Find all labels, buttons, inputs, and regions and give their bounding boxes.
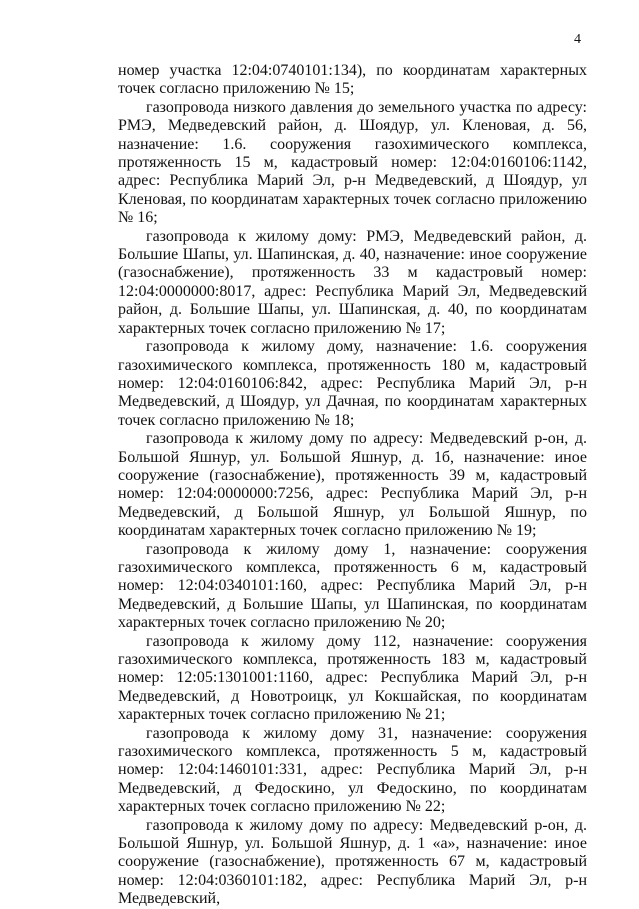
paragraph: газопровода к жилому дому: РМЭ, Медведевский район, д. Большие Шапы, ул. Шапинская, д. 40, назначение: иное сооружение (газоснабжение), протяженность 33 м кадастровый номер: 12:04:0000000:8017, адрес: Республика Марий Эл, Медведевский район, д. Большие Шапы, ул. Шапинская, д. 40, по координатам характерных точек согласно приложению № 17; [118, 227, 587, 337]
paragraph: газопровода к жилому дому по адресу: Медведевский р-он, д. Большой Яшнур, ул. Большой Яшнур, д. 1 «а», назначение: иное сооружение (газоснабжение), протяженность 67 м, кадастровый номер: 12:04:0360101:182, адрес: Республика Марий Эл, р-н Медведевский, [118, 816, 587, 908]
paragraph: газопровода низкого давления до земельного участка по адресу: РМЭ, Медведевский район, д. Шоядур, ул. Кленовая, д. 56, назначение: 1.6. сооружения газохимического комплекса, протяженность 15 м, кадастровый номер: 12:04:0160106:1142, адрес: Республика Марий Эл, р-н Медведевский, д Шоядур, ул Кленовая, по координатам характерных точек согласно приложению № 16; [118, 98, 587, 227]
document-body [118, 62, 587, 909]
paragraph: номер участка 12:04:0740101:134), по координатам характерных точек согласно приложению № 15; [118, 62, 587, 98]
paragraph: газопровода к жилому дому, назначение: 1.6. сооружения газохимического комплекса, протяженность 180 м, кадастровый номер: 12:04:0160106:842, адрес: Республика Марий Эл, р-н Медведевский, д Шоядур, ул Дачная, по координатам характерных точек согласно приложению № 18; [118, 338, 587, 429]
paragraph: газопровода к жилому дому 31, назначение: сооружения газохимического комплекса, протяженность 5 м, кадастровый номер: 12:04:1460101:331, адрес: Республика Марий Эл, р-н Медведевский, д Федоскино, ул Федоскино, по координатам характерных точек согласно приложению № 22; [118, 724, 587, 816]
paragraph: газопровода к жилому дому 112, назначение: сооружения газохимического комплекса, протяженность 183 м, кадастровый номер: 12:05:1301001:1160, адрес: Республика Марий Эл, р-н Медведевский, д Новотроицк, ул Кокшайская, по координатам характерных точек согласно приложению № 21; [118, 632, 587, 724]
page-number: 4 [574, 32, 581, 47]
paragraph: газопровода к жилому дому по адресу: Медведевский р-он, д. Большой Яшнур, ул. Большой Яшнур, д. 1б, назначение: иное сооружение (газоснабжение), протяженность 39 м, кадастровый номер: 12:04:0000000:7256, адрес: Республика Марий Эл, р-н Медведевский, д Большой Яшнур, ул Большой Яшнур, по координатам характерных точек согласно приложению № 19; [118, 430, 587, 540]
paragraph: газопровода к жилому дому 1, назначение: сооружения газохимического комплекса, протяженность 6 м, кадастровый номер: 12:04:0340101:160, адрес: Республика Марий Эл, р-н Медведевский, д Большие Шапы, ул Шапинская, по координатам характерных точек согласно приложению № 20; [118, 540, 587, 632]
